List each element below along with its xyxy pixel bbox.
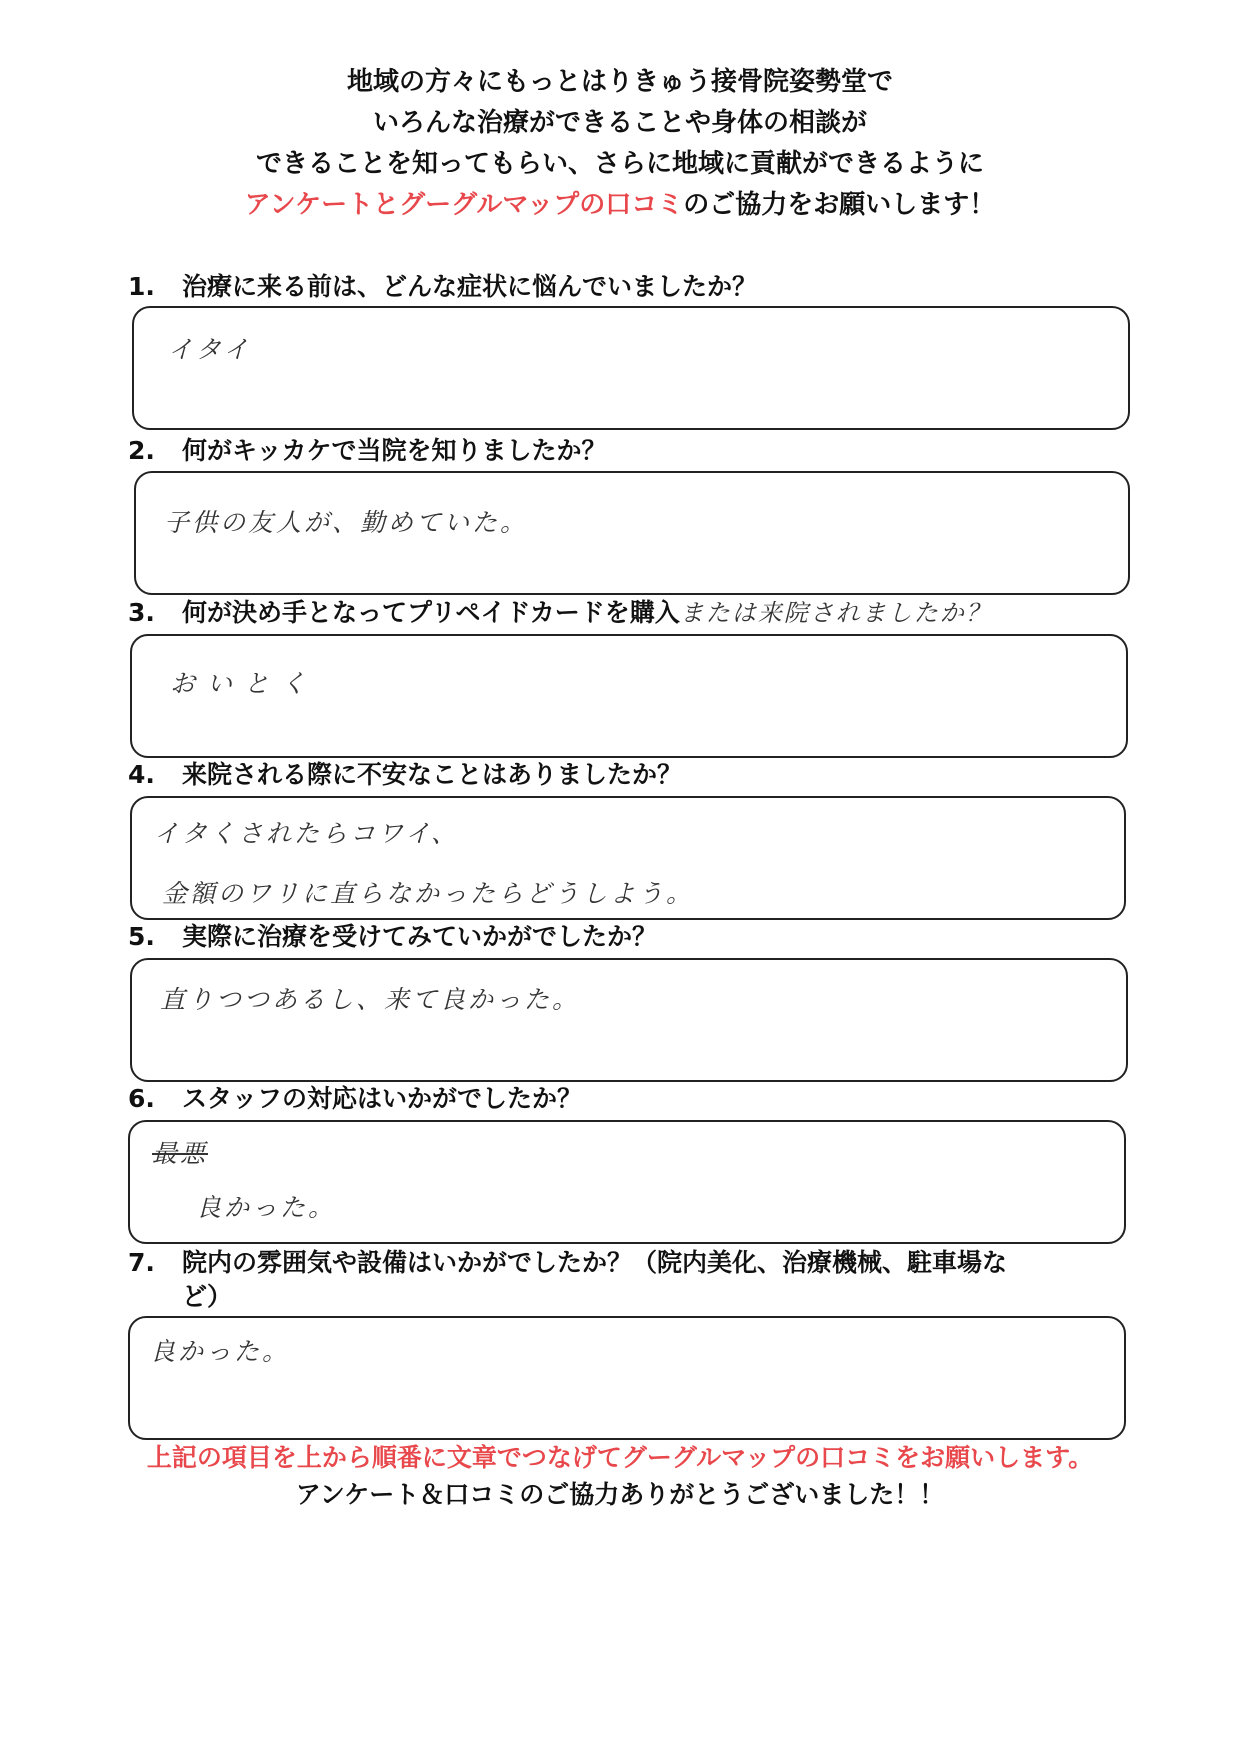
intro-line-4-end: のご協力をお願いします！: [683, 190, 996, 220]
question-text: 院内の雰囲気や設備はいかがでしたか？（院内美化、治療機械、駐車場な: [182, 1248, 1008, 1277]
question-number: 7.: [128, 1248, 155, 1277]
answer-box-7: [128, 1316, 1126, 1440]
footer-request: 上記の項目を上から順番に文章でつなげてグーグルマップの口コミをお願いします。: [146, 1443, 1094, 1472]
intro-line-1: 地域の方々にもっとはりきゅう接骨院姿勢堂で: [346, 67, 893, 97]
question-number: 2.: [128, 436, 155, 465]
question-number: 4.: [128, 760, 155, 789]
intro-highlight: アンケートとグーグルマップの口コミ: [244, 190, 684, 220]
answer-box-3: [130, 634, 1128, 758]
answer-text: 良かった。: [150, 1337, 291, 1366]
question-2: [128, 434, 607, 468]
question-4: [128, 758, 682, 792]
handwritten-question-addition: または来院されましたか？: [679, 599, 992, 627]
question-text: 何がキッカケで当院を知りましたか？: [182, 436, 607, 465]
footer-thanks: アンケート＆口コミのご協力ありがとうございました！！: [295, 1480, 945, 1509]
answer-text: イタイ: [168, 335, 252, 364]
answer-text: イタくされたらコワイ、: [154, 819, 460, 848]
intro-line-3: できることを知ってもらい、さらに地域に貢献ができるように: [255, 149, 984, 179]
answer-box-1: [132, 306, 1130, 430]
answer-text: 子供の友人が、勤めていた。: [164, 508, 529, 537]
question-text: 何が決め手となってプリペイドカードを購入: [182, 598, 680, 627]
intro-text: [0, 62, 1240, 226]
intro-line-2: いろんな治療ができることや身体の相談が: [372, 108, 867, 138]
question-1: [128, 270, 757, 304]
question-text-continued: ど）: [182, 1282, 233, 1311]
question-3: [128, 596, 992, 630]
question-number: 5.: [128, 922, 155, 951]
question-text: 治療に来る前は、どんな症状に悩んでいましたか？: [182, 272, 758, 301]
question-text: スタッフの対応はいかがでしたか？: [182, 1084, 583, 1113]
answer-text: 直りつつあるし、来て良かった。: [160, 985, 581, 1014]
intro-line-4: [0, 185, 1240, 226]
question-6: [128, 1082, 582, 1116]
answer-text: 良かった。: [196, 1193, 337, 1222]
struck-answer-text: 最悪: [152, 1139, 209, 1168]
question-number: 3.: [128, 598, 155, 627]
answer-box-4: [130, 796, 1126, 920]
answer-box-2: [134, 471, 1130, 595]
question-number: 1.: [128, 272, 155, 301]
answer-box-6: [128, 1120, 1126, 1244]
question-text: 来院される際に不安なことはありましたか？: [182, 760, 683, 789]
question-text: 実際に治療を受けてみていかがでしたか？: [182, 922, 658, 951]
question-number: 6.: [128, 1084, 155, 1113]
answer-text: 金額のワリに直らなかったらどうしよう。: [162, 879, 695, 908]
answer-text: おいとく: [170, 669, 319, 698]
answer-box-5: [130, 958, 1128, 1082]
question-7: [128, 1246, 1007, 1314]
question-5: [128, 920, 657, 954]
